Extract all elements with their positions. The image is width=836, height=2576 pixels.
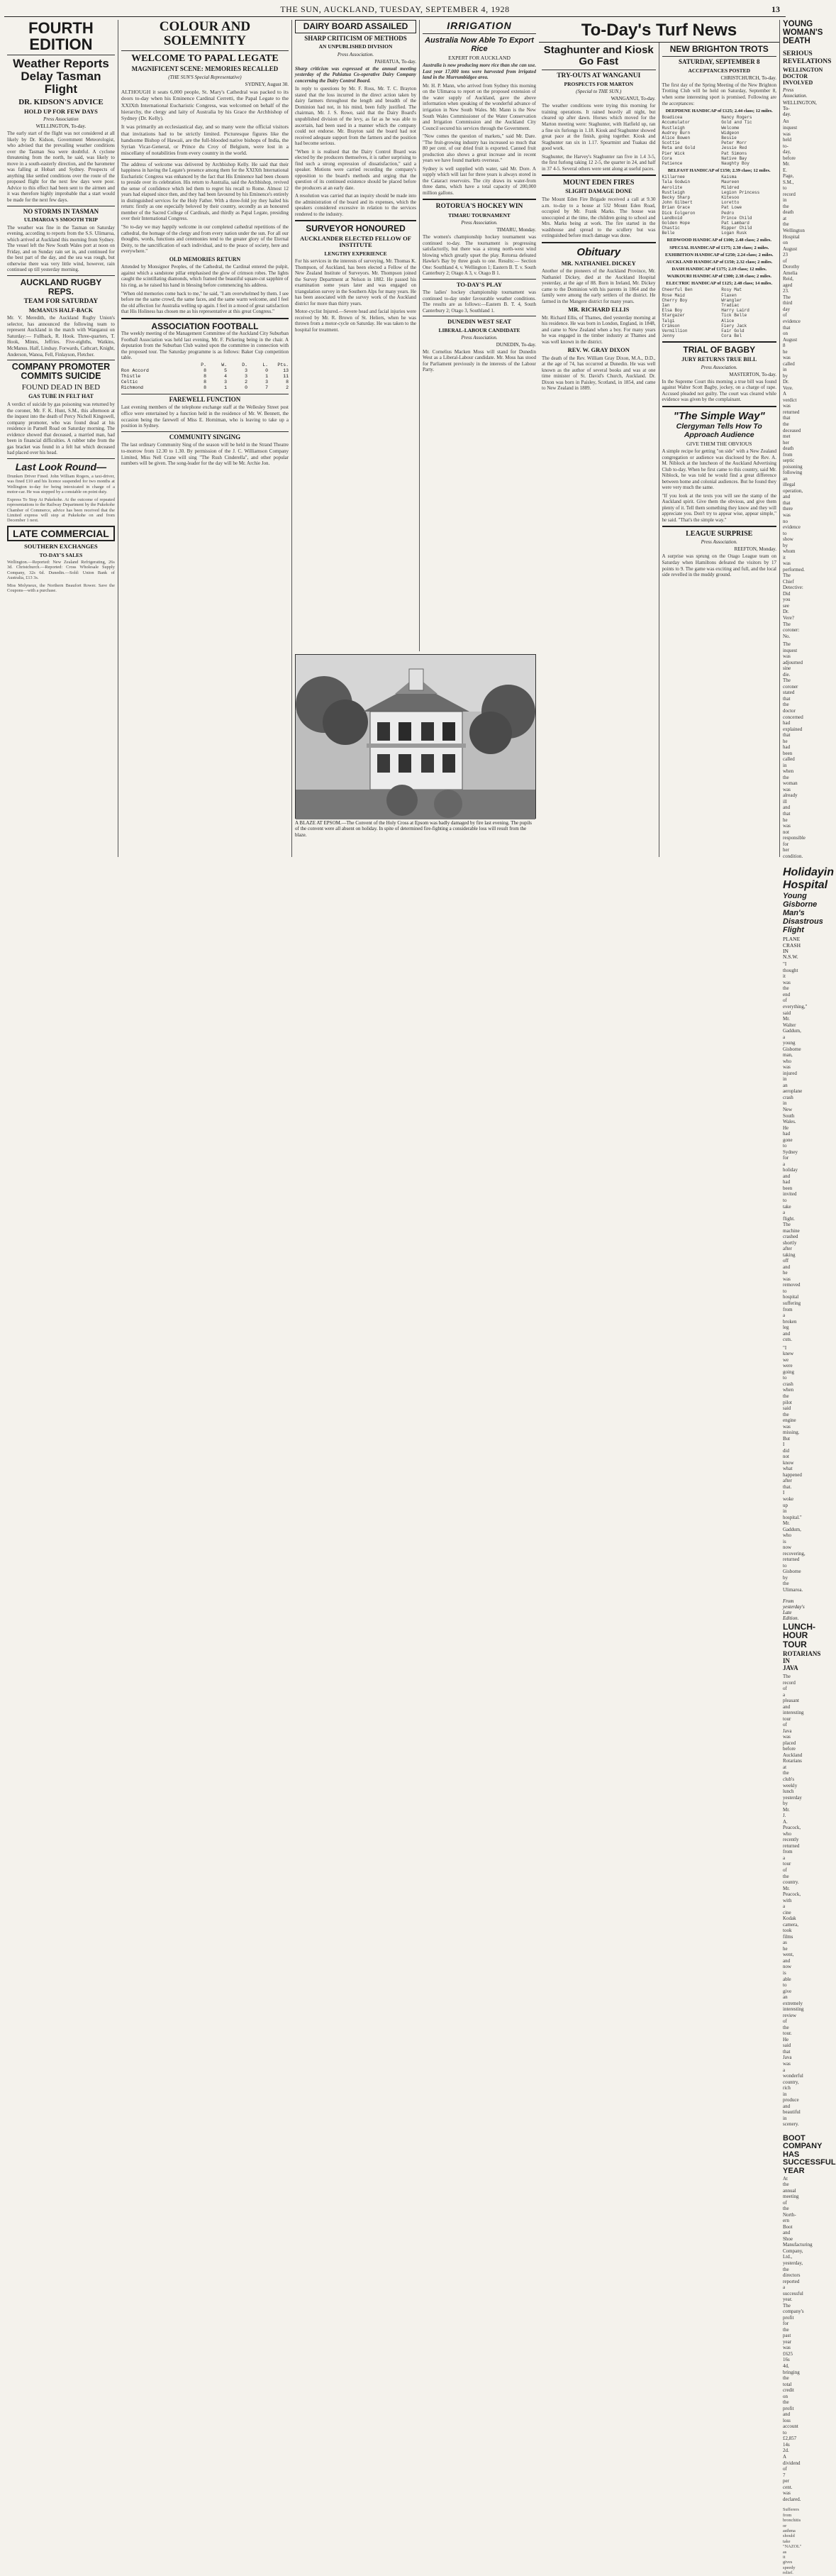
- entry-name: Vermillion: [662, 328, 688, 333]
- article-body: The Mount Eden Fire Brigade received a call at 9.30 a.m. to-day to a house at 532 Mount Eden Road, occupied by Mr. Frank Marks. The house was unoccupied at the time, the children going to school and Mrs. Marks being at work. The fire started in the washhouse and spread to the scullery but was extinguished before much damage was done.: [542, 197, 656, 239]
- entry-name: Dick Folgeron: [662, 210, 696, 216]
- entry-name: Fair Gold: [721, 328, 745, 333]
- subhead-timaru: TIMARU TOURNAMENT: [448, 211, 511, 219]
- entry-name: Patience: [662, 160, 683, 166]
- table-row: Thistle 8 4 3 1 11: [121, 374, 289, 380]
- headline-papal-legate: WELCOME TO PAPAL LEGATE: [131, 52, 279, 64]
- dateline: WELLINGTON, To-day.: [35, 123, 87, 130]
- entry-name: Logan Rusk: [721, 231, 747, 236]
- subhead-kidson: DR. KIDSON'S ADVICE: [18, 97, 104, 106]
- column-6: [659, 43, 780, 857]
- byline: (Special to THE SUN.): [576, 89, 622, 95]
- article-body: "When old memories come back to me," he said, "I am overwhelmed by them. I see before me the same crowd, the same faces, and the same warm welcome, and I feel the old affection for Australia welling up again. I feel in a mood of great satisfaction that His Holiness has chosen me as his representative at this great Congress.": [121, 290, 289, 315]
- article-body: For his services in the interests of surveying, Mr. Thomas K. Thompson, of Auckland, has been elected a Fellow of the New Zealand Institute of Surveyors. Mr. Thompson joined the Survey Department at Nelson in 1882. He passed his examination some years later and was engaged on triangulation survey in the Southern Alps for many years. He has been associated with the survey work of the Auckland district for more than thirty years.: [295, 258, 416, 306]
- entry-name: Tradiac: [721, 303, 740, 308]
- entry-name: Gold and Tic: [721, 120, 752, 126]
- entry-name: Pier Wick: [662, 150, 685, 156]
- entry-name: Kitesoo: [721, 194, 740, 200]
- article-body: Mr. Richard Ellis, of Thames, died yesterday morning at his residence. He was born in London, England, in 1848, and came to New Zealand when a boy. For many years he was engaged in the timber industry at Thames and was well known in the district.: [542, 314, 656, 345]
- dateline: MASTERTON, To-day.: [729, 371, 776, 377]
- dateline: WANGANUI, To-day.: [611, 96, 656, 102]
- subhead-try-outs: TRY-OUTS AT WANGANUI: [557, 72, 641, 79]
- entry-name: Aerolite: [662, 184, 683, 190]
- entry-name: Landboid: [662, 215, 683, 221]
- subhead-liberal-labour: LIBERAL-LABOUR CANDIDATE: [438, 326, 520, 333]
- masthead-title: THE SUN, AUCKLAND, TUESDAY, SEPTEMBER 4, 1928: [280, 4, 510, 14]
- football-table: [121, 363, 289, 392]
- entry-name: Pat Lambard: [721, 220, 749, 226]
- article-body: The early start of the flight was not considered at all likely by Dr. Kidson, Government Meteorologist, who advised that the prevailing weather conditions over the Tasman Sea were doubtful. A cyclone threatening from the north, he said, was likely to move in a south-easterly direction, and the barometer was falling at Hobart and Sydney. Prospects of anything like settled conditions over the route of the proposed flight for the next few days were poor. Advice to this effect had been sent to the airmen and it was therefore highly improbable that a start would be made for the next few days.: [7, 131, 115, 203]
- subhead-found-dead: FOUND DEAD IN BED: [21, 383, 101, 392]
- subcolumn: [121, 162, 289, 315]
- columns-3-4: [292, 20, 539, 857]
- headline-no-storms: NO STORMS IN TASMAN: [23, 207, 99, 215]
- subhead-ellis: MR. RICHARD ELLIS: [568, 306, 630, 314]
- column-5: [539, 43, 659, 857]
- column-7: YOUNG WOMAN'S DEATH SERIOUS REVELATIONS WELLINGTON DOCTOR INVOLVED Press Association. WELLINGTON, To-day. An inquest was held to-day, before Mr. E. Page, S.M., to record in the death at the Wellington Hospital on August 23 of Dorothy Amelia Reid, aged 23. The third day of evidence that on August 8 he was called in by Dr. Vere. A verdict was returned that the deceased met her death from septic poisoning following an illegal operation, and that there was no evidence to show by whom it was performed. The Chief Detective: Did you see Dr. Vere? The coroner: No. The inquest was adjourned sine die. The coroner stated that the doctor concerned had explained that he had been called in when the woman was already ill and that he was not responsible for her condition. Holidayin Hospital Young Gisborne Man's Disastrous Flight PLANE CRASH IN N.S.W. "I thought it was the end of everything," said Mr. Walter Gaddum, a young Gisborne man, who was injured in an aeroplane crash in New South Wales. He had gone to Sydney for a holiday and had been invited to take a flight. The machine crashed shortly after taking off and he was removed to hospital suffering from a broken leg and cuts. "I knew we were going to crash when the pilot said the engine was missing. But I did not know what happened after that. I woke up in hospital." Mr. Gaddum, who is now recovering, returned to Gisborne by the Ulimaroa. From yesterday's Late Edition. LUNCH-HOUR TOUR ROTARIANS IN JAVA The record of a pleasant and interesting tour of Java was placed before Auckland Rotarians at the club's weekly lunch yesterday by Mr. J. A. Peacock, who recently returned from a tour of the country. Mr. Peacock, with a cine Kodak camera, took films as he went, and now is able to give an extremely interesting review of the tour. He said that Java was a wonderful country, rich in produce and beautiful in scenery. BOOT COMPANY HAS SUCCESSFUL YEAR At the annual meeting of the North-ern Boot and Shoe Manufacturing Company, Ltd., yesterday, the directors reported a successful year. The company's profit for the past year was £625 16s 4d, bringing the total credit on the profit and loss account to £2,857 14s 2d. A dividend of 7 per cent. was declared. Sufferers from bronchitis or asthma should take "NAZOL" as it gives speedy relief.: [783, 20, 836, 2576]
- entries-list: [662, 115, 777, 166]
- edition-label: FOURTH EDITION: [28, 19, 94, 54]
- headline-simple-way: "The Simple Way": [673, 409, 765, 422]
- byline: Press Association.: [337, 51, 374, 57]
- column-1: [4, 20, 118, 857]
- entry-name: Nancy Rogers: [721, 115, 752, 121]
- subhead-saturday: SATURDAY, SEPTEMBER 8: [679, 57, 760, 65]
- entry-name: Harry Laird: [721, 308, 749, 314]
- entry-name: Alice Bowen: [662, 135, 691, 140]
- entry-name: Kaisma: [721, 175, 737, 180]
- byline: (THE SUN'S Special Representative): [168, 74, 242, 81]
- entry-name: Wrangler: [721, 297, 742, 303]
- headline-bagby: TRIAL OF BAGBY: [683, 345, 756, 355]
- article-body: "If you look at the texts you will see the stamp of the Auckland spirit. Give them the obvious, and give them plenty of it. Tell them something they know and they will appreciate you. Don't try to appear wise, appear simple," he said. "That's the simple way.": [662, 492, 776, 523]
- headline-late-commercial: LATE COMMERCIAL: [13, 527, 109, 539]
- subhead-dickey: MR. NATHANIEL DICKEY: [561, 259, 636, 267]
- masthead: [4, 3, 786, 17]
- article-body: The women's championship hockey tournament was continued to-day. The tournament is progressing satisfactorily, but there was a strong north-west wind blowing which greatly upset the play. Rotorua defeated Hawke's Bay by three goals to one. Results:— Section One: Southland 4, v. Wellington 1; Eastern B. T. v. South Canterbury 2; Otago A 3, v. Otago B 1.: [423, 234, 536, 277]
- race-title: BELFAST HANDICAP of £150; 2.39 class; 12 miles.: [667, 168, 771, 174]
- byline: Press Association: [43, 116, 79, 123]
- entry-name: Rosy Mat: [721, 287, 742, 293]
- race-title: SPECIAL HANDICAP of £175; 2.30 class; 2 miles.: [669, 245, 769, 250]
- entry-name: Audrey Burn: [662, 130, 691, 136]
- entry-name: Tala Godwin: [662, 179, 691, 185]
- entry-name: Mildred: [721, 184, 740, 190]
- headline-weather: Weather Reports Delay Tasman Flight: [13, 57, 109, 96]
- table-row: Richmond 8 1 0 7 2: [121, 385, 289, 391]
- headline-rotorua-hockey: ROTORUA'S HOCKEY WIN: [435, 203, 523, 211]
- subhead-experience: LENGTHY EXPERIENCE: [324, 250, 387, 257]
- headline-turf-news: To-Day's Turf News: [539, 20, 779, 43]
- article-body: A surprise was sprung on the Otago League team on Saturday when Hamiltons defeated the visitors by 17 points to 9. The game was exciting and full, and the local side revelled in the muddy ground.: [662, 553, 776, 578]
- entry-name: Ian: [662, 303, 670, 308]
- entry-name: Chastic: [662, 226, 680, 231]
- dateline: DUNEDIN, To-day.: [496, 341, 536, 348]
- entry-name: Reta and Gold: [662, 145, 696, 151]
- article-body: The weather conditions were trying this morning for training operations. It rained heavily all night, but cleared up after dawn. Horses which moved for the Marton meeting were: Staghunter, with Hatfield up, ran a fine six furlongs in 1.18. Kiosk and Staghunter showed great pace at the finish, going together. Kiosk and Staghunter ran six in 1.17. Spearmint and Tuakau did good work.: [542, 103, 656, 152]
- entry-name: Legion Princess: [721, 189, 760, 195]
- entry-name: Crimson: [662, 323, 680, 328]
- entry-name: Flaxen: [721, 292, 737, 298]
- entry-name: Widgeon: [721, 130, 740, 136]
- subhead-magnificent: MAGNIFICENT SCENE: MEMORIES RECALLED: [131, 65, 279, 73]
- headline-last-look: Last Look Round—: [15, 460, 107, 472]
- entry-name: Rustleigh: [662, 125, 685, 131]
- article-body: The ladies' hockey championship tournament was continued to-day under favourable weather conditions. The results are as follows:—Eastern B. T. 4, South Canterbury 2; Otago 3, Southland 1.: [423, 289, 536, 314]
- entry-name: Fiery Jack: [721, 323, 747, 328]
- article-lead: Australia is now producing more rice than she can use. Last year 17,000 tons were harvested from irrigated land in the Murrumbidgee area.: [423, 62, 536, 81]
- subhead-dixon: REV. W. GRAY DIXON: [567, 346, 630, 354]
- article-body: "When it is realised that the Dairy Control Board was elected by the producers themselves, it is rather surprising to find such a strong expression of dissatisfaction," said a speaker. Motions were carried recording the company's opposition to the board's methods and urging that the question of its continued existence should be placed before the producers at an early date.: [295, 148, 416, 191]
- race-title: REDWOOD HANDICAP of £100; 2.48 class; 2 miles.: [667, 238, 771, 243]
- dateline: REEFTON, Monday.: [734, 546, 776, 553]
- article-body: In reply to questions by Mr. F. Ross, Mr. T. C. Brayton stated that the loss incurred in the direct action taken by dairy farmers throughout the length and breadth of the Dominion had not, in his mind, been fully justified. The chairman, Mr. J. S. Rowe, said that the Dairy Board's unpublished division of the levy, as far as he was able to ascertain, had been used in a manner which the company could not endorse. Mr. Brayton said the board had not received adequate support from the farmers and the position had become serious.: [295, 86, 416, 147]
- subhead-unpublished: AN UNPUBLISHED DIVISION: [318, 43, 393, 50]
- entry-name: Maureen: [721, 179, 740, 185]
- entry-name: Rustleigh: [662, 189, 685, 195]
- subhead-sharp-criticism: SHARP CRITICISM OF METHODS: [304, 34, 407, 42]
- subhead-clergyman: Clergyman Tells How To Approach Audience: [676, 421, 762, 439]
- convent-building-image: [296, 655, 535, 819]
- entry-name: Becky Sharp: [662, 194, 691, 200]
- two-column-text: [121, 162, 289, 315]
- article-body: Wellington.—Reported: New Zealand Refrigerating, 26s 3d. Christchurch.—Reported: Cross Wholesale Supply Company, 32s 6d. Dunedin.—Sold: Union Bank of Australia, £13 3s.: [7, 560, 115, 581]
- headline-late-commercial-box: [7, 526, 115, 542]
- headline-new-brighton: NEW BRIGHTON TROTS: [669, 44, 769, 55]
- article-body: The last ordinary Community Sing of the season will be held in the Strand Theatre to-morrow from 12.30 to 1.30. By permission of the J. C. Williamson Company Limited, Miss Nell Crane will sing "The Rush Cinderella", and other popular numbers will be given. The song-leader for the day will be Mr. Archie Jon.: [121, 442, 289, 467]
- article-body: Last evening members of the telephone exchange staff at the Wellesley Street post office were entertained by a function held in the residence of Mr. W. Bennett, the occasion being the farewell of Miss E. Horniman, who is leaving to take up a position in Sydney.: [121, 404, 289, 429]
- dateline: PAHIATUA, To-day.: [374, 58, 416, 65]
- race-title: DASH HANDICAP of £175; 2.19 class; 12 miles.: [671, 267, 767, 272]
- article-body: "So to-day we may happily welcome in our completed cathedral repetitions of the cathedral, the homage of the clergy and from every nation under the sun. For all our thoughts, words, functions and ceremonies tend to the greater glory of the Eternal Deity, to the sanctification of each individual, and to the peace of society, here and everywhere.": [121, 223, 289, 255]
- entry-name: Scottie: [662, 140, 680, 146]
- article-body: Another of the pioneers of the Auckland Province, Mr. Nathaniel Dickey, died at the Auckland Hospital yesterday, at the age of 88. Born in Ireland, Mr. Dickey came to the Dominion with his parents in 1864 and the family were among the early settlers of the district. He farmed in the Mangere district for many years.: [542, 268, 656, 304]
- subhead-sales: TO-DAY'S SALES: [39, 551, 83, 558]
- race-title: EXHIBITION HANDICAP of £250; 2.24 class; 2 miles.: [664, 252, 774, 258]
- article-body: The weekly meeting of the Management Committee of the Auckland City Suburban Football Association was held last evening, Mr. F. Pickering being in the chair. A deputation from the Suburban Club waited upon the committee in connection with the proposed tour. The Saturday programme is as follows: Baker Cup competition table.: [121, 331, 289, 361]
- subhead-prospects: PROSPECTS FOR MARTON: [564, 81, 634, 88]
- byline: Press Association.: [701, 364, 737, 370]
- entry-name: Ripper Child: [721, 226, 752, 231]
- entry-name: Native Bay: [721, 155, 747, 161]
- entry-name: Jessie Red: [721, 145, 747, 151]
- entry-name: Tick Belle: [721, 313, 747, 319]
- headline-farewell: FAREWELL FUNCTION: [169, 395, 241, 403]
- table-row: Ron Accord 8 5 3 0 13: [121, 368, 289, 374]
- article-body: The first day of the Spring Meeting of the New Brighton Trotting Club will be held on Saturday, September 8, when some interesting sport is promised. Following are the acceptances:: [662, 82, 776, 106]
- article-body: A simple recipe for getting "on side" with a New Zealand congregation or audience was disclosed by the Rev. A. M. Niblock at the luncheon of the Auckland Advertising Club to-day. When he first came to this country, said Mr. Niblock, he was told he would find a great difference between home and colonial audiences. But he found they were very much the same.: [662, 448, 776, 491]
- article-body: Mr. H. P. Mann, who arrived from Sydney this morning on the Ulimaroa to report on the proposed extension of the water supply of Auckland, gave the above information when speaking of the wonderful advance of irrigation in New South Wales. Mr. Mann is the New South Wales Commissioner of the Water Conservation and Irrigation Commission and the Auckland City Council secured his services through the Government.: [423, 82, 536, 131]
- subhead-old-memories: OLD MEMORIES RETURN: [169, 255, 241, 262]
- article-body: The death of the Rev. William Gray Dixon, M.A., D.D., at the age of 74, has occurred at Dunedin. He was well known as the author of several books and was at one time minister of St. David's Church, Auckland. Dr. Dixon was born in Paisley, Scotland, in 1854, and came to New Zealand in 1889.: [542, 355, 656, 392]
- article-body: In the Supreme Court this morning a true bill was found against Walter Scott Bagby, jockey, on a charge of rape. Accused pleaded not guilty. The court was cleared while evidence was given by the complainant.: [662, 378, 776, 403]
- article-body: "Now comes the question of markets," said Mr. Dare. "The fruit-growing industry has increased so much that 80 per cent. of our dried fruit is exported. Canned fruit production also shows a great increase and in recent years we have found markets overseas.": [423, 133, 536, 164]
- subhead-aucklander-elected: AUCKLANDER ELECTED FELLOW OF INSTITUTE: [300, 235, 411, 249]
- subhead-ulimaroa: ULIMAROA'S SMOOTH TRIP: [23, 216, 98, 223]
- byline: Press Association.: [461, 220, 498, 226]
- headline-surveyor: SURVEYOR HONOURED: [306, 223, 406, 234]
- byline: Press Association.: [461, 334, 498, 341]
- entry-name: Rose Maid: [662, 292, 685, 298]
- subhead-acceptances: ACCEPTANCES POSTED: [688, 67, 751, 74]
- entry-name: Cherry Boy: [662, 297, 688, 303]
- headline-association-football: ASSOCIATION FOOTBALL: [151, 321, 259, 331]
- entry-name: Cheerful Ben: [662, 287, 693, 293]
- entry-name: Peter Morr: [721, 140, 747, 146]
- article-body: Sydney is well supplied with water, said Mr. Dore. A supply which will last for three years is always stored in the Cataract reservoirs. The city draws its water-from three dams, which have a total capacity of 200,000 million gallons.: [423, 165, 536, 196]
- entry-name: Cora: [662, 155, 672, 161]
- race-title: AUCKLAND HANDICAP of £150; 2.32 class; 2 miles.: [666, 259, 773, 265]
- headline-promoter: COMPANY PROMOTER COMMITS SUICIDE: [11, 362, 111, 382]
- subhead-slight-damage: SLIGHT DAMAGE DONE: [565, 188, 632, 195]
- dateline: SYDNEY, August 30.: [245, 82, 289, 88]
- article-body: A verdict of suicide by gas poisoning was returned by the coroner, Mr. F. K. Hunt, S.M., this afternoon at the inquest into the death of Percy Nicholl Kingswell, company promoter, who was found dead at his residence in Parnell Road on Saturday morning. The evidence showed that deceased, a married man, had been in financial difficulties. A rubber tube from the gas bracket was found in a felt hat which deceased had placed over his head.: [7, 402, 115, 456]
- article-body: Mr. Cornelius Macken Moss will stand for Dunedin West as a Liberal-Labour candidate. Mr. Moss has stood for Parliament previously in the interests of the Labour Party.: [423, 348, 536, 373]
- article-body: Drunken Driver Fined. John William Rogers, a taxi-driver, was fined £10 and his licence suspended for two months at Wellington to-day for being intoxicated in charge of a motor-car. He was stopped by a constable on point duty.: [7, 473, 115, 495]
- race-title: DEEPDENE HANDICAP of £125; 2.44 class; 12 miles.: [665, 109, 773, 114]
- byline: Press Association.: [701, 539, 737, 546]
- columns-3-4-text: [292, 20, 539, 651]
- article-body: The weather was fine in the Tasman on Saturday evening, according to reports from the S.S. Ulimaroa, which arrived at Auckland this morning from Sydney. The vessel left the New South Wales port at noon on Friday, and on Sunday rain set in, and continued for the best part of the day, and the sea was rough, but otherwise there was very little wind, however, rain continued up till yesterday morning.: [7, 224, 115, 273]
- entry-name: Bessie: [721, 135, 737, 140]
- columns-5-6-body: [539, 43, 779, 857]
- entry-name: Welcome: [721, 125, 740, 131]
- headline-rugby: AUCKLAND RUGBY REPS.: [20, 277, 102, 297]
- columns: [4, 19, 836, 2576]
- headline-community-singing: COMMUNITY SINGING: [169, 433, 241, 441]
- headline-league-surprise: LEAGUE SURPRISE: [686, 530, 753, 538]
- entries-list: [662, 175, 777, 236]
- headline-dairy-board: DAIRY BOARD ASSAILED: [303, 21, 408, 31]
- article-body: A resolution was carried that an inquiry should be made into the administration of the board and its expenses, which the speakers considered excessive in relation to the services rendered to the industry.: [295, 193, 416, 217]
- dateline: TIMARU, Monday.: [496, 227, 536, 233]
- article-body: Staghunter, the Harvey's Staghunter ran five in 1.4 3-5, the first furlong taking 12 2-5, the quarter in 24, and half in 37 4-5. Several others were sent along at useful paces.: [542, 153, 656, 172]
- convent-fire-photo: [295, 654, 536, 819]
- table-header: P. W. D. L. Pts.: [201, 362, 289, 367]
- photo-block: [292, 651, 539, 838]
- headline-dairy-box: [295, 20, 416, 33]
- subhead-mcmanus: McMANUS HALF-BACK: [28, 306, 94, 314]
- entry-name: Accumulator: [662, 120, 691, 126]
- article-lead: ALTHOUGH it seats 6,000 people, St. Mary's Cathedral was packed to its doors to-day when his Eminence Cardinal Cerretti, the Papal Legate to the XXIXth International Eucharistic Congress, was welcomed on behalf of the hierarchy, the clergy and laity of Australia by his Grace the Archbishop of Sydney (Dr. Kelly).: [121, 89, 289, 122]
- column-2: [118, 20, 292, 857]
- article-body: It was primarily an ecclesiastical day, and so many were the official visitors that invitations had to be strictly limited. Picturesque figures like the handsome Bishop of Hawaii, are the full-blooded native bishops of India, the Syrian Vicar-General, or Prince du Croy of Belgium, were lost in a miscellany of notabilities from every country in the world.: [121, 123, 289, 157]
- entry-name: Boadicea: [662, 115, 683, 121]
- headline-obituary: Obituary: [576, 245, 621, 258]
- subhead-expert: EXPERT FOR AUCKLAND: [448, 55, 511, 61]
- entry-name: Elsa Boy: [662, 308, 683, 314]
- entry-name: Prince Child: [721, 215, 752, 221]
- subhead-exchanges: SOUTHERN EXCHANGES: [24, 543, 98, 551]
- columns-5-6: [539, 20, 780, 857]
- entries-list: [662, 287, 777, 338]
- headline-irrigation: IRRIGATION: [447, 20, 512, 31]
- article-body: Motor-cyclist Injured.—Severe head and facial injuries were received by Mr. R. Brown of St. Heliers, when he was thrown from a motor-cycle on Saturday. He was taken to the hospital for treatment.: [295, 309, 416, 333]
- column-4: [420, 20, 539, 651]
- entry-name: Pat Simons: [721, 150, 747, 156]
- entry-name: Belle: [662, 231, 675, 236]
- subhead-staghunter: Staghunter and Kiosk Go Fast: [543, 44, 654, 67]
- dateline: CHRISTCHURCH, To-day.: [720, 74, 776, 81]
- article-body: Mr. V. Meredith, the Auckland Rugby Union's selector, has announced the following team to represent Auckland in the match with Wanganui on Saturday:— Fullback, R. Hook. Three-quarters, T. Hook, Minns, Jeffries. Five-eighths, Watkins, McManus. Half, Lindsay. Forwards, Cathcart, Knight, Anderson, Wanoa, Fell, Finlayson, Fletcher.: [7, 315, 115, 358]
- entry-name: Alice: [721, 318, 735, 324]
- race-title: WAIKOURI HANDICAP of £300; 2.38 class; 2 miles.: [667, 274, 771, 280]
- subhead-obvious: GIVE THEM THE OBVIOUS: [686, 440, 752, 447]
- article-body: Express To Stop At Pukekohe. At the outcome of repeated representations to the Railway Department by the Pukekohe Chamber of Commerce, advice has been received that the Limited express will stop at Pukekohe on and from December 1 next.: [7, 497, 115, 524]
- headline-dunedin-west: DUNEDIN WEST SEAT: [447, 318, 511, 326]
- entry-name: Pedro: [721, 210, 735, 216]
- entry-name: Jenny: [662, 333, 675, 339]
- subhead-true-bill: JURY RETURNS TRUE BILL: [681, 355, 757, 363]
- article-lead: Sharp criticism was expressed at the annual meeting yesterday of the Pahiatua Co-operative Dairy Company concerning the Dairy Control Board.: [295, 65, 416, 84]
- article-body: The address of welcome was delivered by Archbishop Kelly. He said that their happiness in having the Legate's presence among them for the XXIXth International Eucharistic Congress was enhanced by the fact that His Eminence had been chosen to preside over its celebration. His return to Australia, said the Archbishop, revived the sense of confidence which led them to regret his recall to Rome. Almost 12 years had elapsed since then, and they had been favoured by his Eminence's entirely in distinguished services for the Holy Father. With a three-fold joy they hailed his return: firstly as one especially beloved by their country, secondly as an honoured member of the Sacred College of Cardinals, and thirdly as Papal Legate, presiding over their International Congress.: [121, 161, 289, 222]
- entry-name: Golden Hope: [662, 220, 691, 226]
- advert-text: Miss Molyneux, the Northern Beaufort Rower. Save the Coupons—with a purchase.: [7, 582, 115, 594]
- entry-name: Killarnee: [662, 175, 685, 180]
- entry-name: Talgi: [662, 318, 675, 324]
- subhead-team: TEAM FOR SATURDAY: [23, 298, 99, 306]
- race-title: ELECTRIC HANDICAP of £125; 2.48 class; 14 miles.: [666, 281, 773, 287]
- entry-name: Cora Bel: [721, 333, 742, 339]
- headline-todays-play: TO-DAY'S PLAY: [456, 280, 503, 288]
- entry-name: Brian Grace: [662, 205, 691, 211]
- entry-name: Naughty Boy: [721, 160, 749, 166]
- entry-name: Loretto: [721, 200, 740, 206]
- headline-colour: COLOUR AND SOLEMNITY: [159, 19, 251, 48]
- entry-name: Pat Lowe: [721, 205, 742, 211]
- subhead-hold-up: HOLD UP FOR FEW DAYS: [23, 107, 98, 115]
- entry-name: John Gilbert: [662, 200, 693, 206]
- article-body: Attended by Monsignor Peoples, of the Cathedral, the Cardinal entered the pulpit, against which a sandstone pillar emphasised the glow of crimson robes. The lights caught the scintillating diamonds, which framed the beautiful square-cut sapphire of his ring, as he raised his hand in blessing before commencing his address.: [121, 264, 289, 289]
- subhead-gas-tube: GAS TUBE IN FELT HAT: [28, 393, 94, 400]
- photo-caption: A BLAZE AT EPSOM.—The Convent of the Holy Cross at Epsom was badly damaged by fire last evening. The pupils of the convent were all absent on holiday. In spite of determined fire-fighting a considerable loss will result from the blaze.: [295, 820, 532, 838]
- page-number: 13: [771, 4, 780, 14]
- subhead-rice: Australia Now Able To Export Rice: [425, 36, 534, 53]
- table-row: Celtic 8 3 2 3 8: [121, 380, 289, 385]
- entry-name: Stargazer: [662, 313, 685, 319]
- column-3: [292, 20, 420, 651]
- headline-mount-eden: MOUNT EDEN FIRES: [563, 179, 635, 187]
